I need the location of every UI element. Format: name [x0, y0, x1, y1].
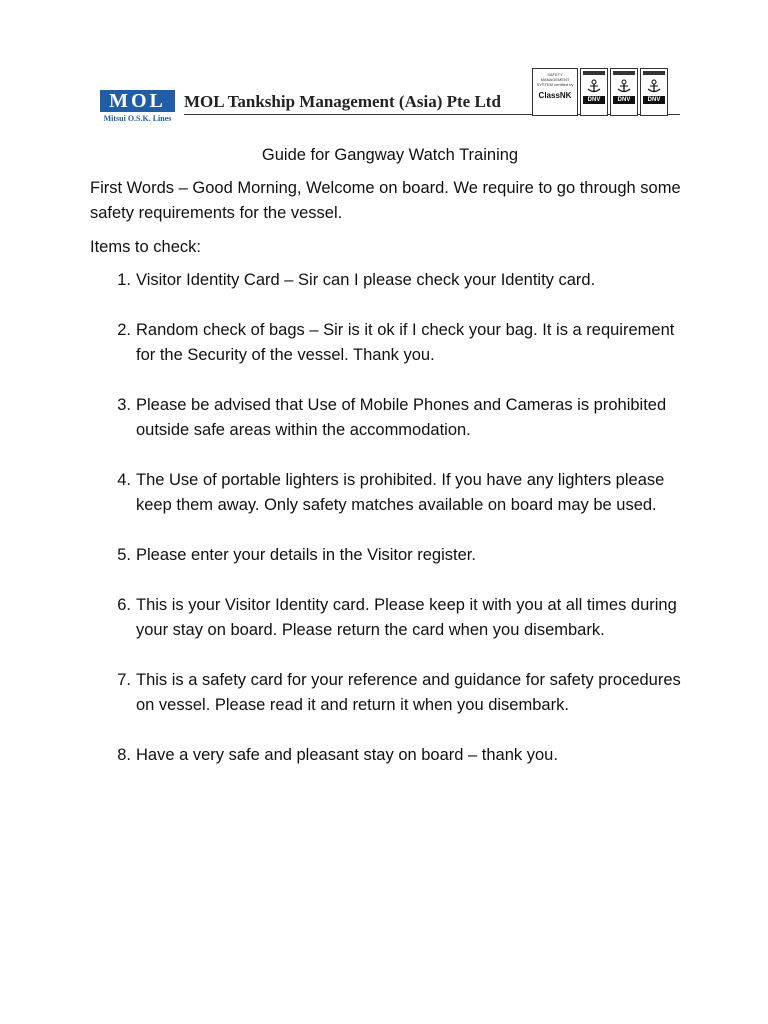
classnk-certification-badge	[532, 68, 578, 116]
item-number: 5.	[117, 546, 131, 564]
document-title: Guide for Gangway Watch Training	[261, 146, 519, 164]
dnv-label: DNV	[583, 96, 605, 104]
list-item	[90, 543, 690, 568]
list-item	[90, 318, 690, 368]
item-number: 7.	[117, 671, 131, 689]
dnv-label: DNV	[643, 96, 665, 104]
item-number: 3.	[117, 396, 131, 414]
item-text: Please enter your details in the Visitor register.	[136, 546, 476, 564]
list-item	[90, 668, 690, 718]
item-number: 4.	[117, 471, 131, 489]
company-name: MOL Tankship Management (Asia) Pte Ltd	[184, 92, 501, 111]
check-items-list	[90, 268, 690, 768]
item-text: The Use of portable lighters is prohibited. If you have any lighters please keep them away. Only safety matches available on board may be used.	[136, 471, 665, 514]
list-item	[90, 468, 690, 518]
item-number: 2.	[117, 321, 131, 339]
item-text: Have a very safe and pleasant stay on board – thank you.	[136, 746, 558, 764]
anchor-icon	[615, 79, 633, 93]
sms-certification-text: SAFETY MANAGEMENT SYSTEM certified by	[536, 72, 574, 87]
logo-subtext: Mitsui O.S.K. Lines	[103, 114, 172, 123]
anchor-icon	[585, 79, 603, 93]
document-body	[90, 143, 690, 793]
item-text: Please be advised that Use of Mobile Phones and Cameras is prohibited outside safe areas within the accommodation.	[136, 396, 667, 439]
item-number: 1.	[117, 271, 131, 289]
intro-paragraph: First Words – Good Morning, Welcome on board. We require to go through some safety requirements for the vessel.	[90, 179, 681, 222]
list-item	[90, 393, 690, 443]
dnv-label: DNV	[613, 96, 635, 104]
item-number: 8.	[117, 746, 131, 764]
item-text: Visitor Identity Card – Sir can I please check your Identity card.	[136, 271, 596, 289]
list-item	[90, 593, 690, 643]
anchor-icon	[645, 79, 663, 93]
list-item	[90, 268, 690, 293]
items-heading: Items to check:	[90, 238, 201, 256]
dnv-certification-badge	[580, 68, 608, 116]
mol-logo	[100, 90, 175, 112]
classnk-label: ClassNK	[538, 91, 572, 100]
letterhead	[0, 0, 768, 130]
item-text: Random check of bags – Sir is it ok if I check your bag. It is a requirement for the Security of the vessel. Thank you.	[136, 321, 675, 364]
item-number: 6.	[117, 596, 131, 614]
logo-text: MOL	[109, 89, 166, 112]
list-item	[90, 743, 690, 768]
item-text: This is a safety card for your reference and guidance for safety procedures on vessel. Please read it and return it when you disembark.	[136, 671, 681, 714]
dnv-certification-badge	[610, 68, 638, 116]
item-text: This is your Visitor Identity card. Please keep it with you at all times during your stay on board. Please return the card when you disembark.	[136, 596, 677, 639]
dnv-certification-badge	[640, 68, 668, 116]
